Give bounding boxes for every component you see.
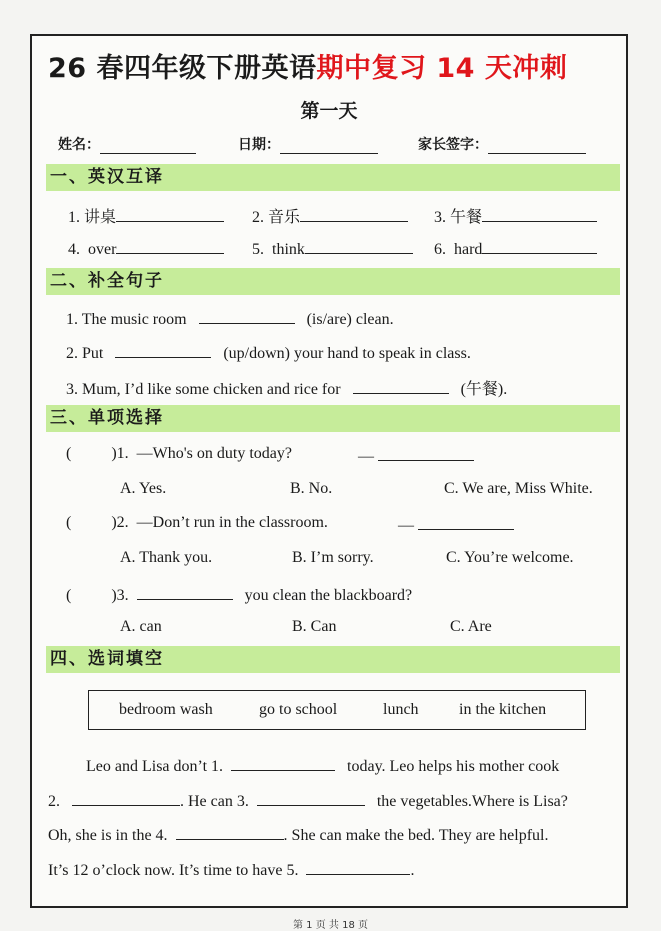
- answer-blank[interactable]: [257, 790, 365, 806]
- word-bank-item: bedroom wash: [119, 701, 213, 718]
- choice-option: A. Thank you.: [120, 549, 213, 566]
- answer-blank[interactable]: [305, 238, 413, 254]
- passage-line: Leo and Lisa don’t 1. today. Leo helps his mother cook: [86, 755, 559, 776]
- choice-option: A. can: [120, 618, 162, 635]
- section-header-word-fill: 四、选词填空: [46, 646, 620, 673]
- passage-line: Oh, she is in the 4. . She can make the bed. They are helpful.: [48, 824, 548, 845]
- word-bank-item: go to school: [259, 701, 338, 718]
- translation-item: 2. 音乐: [252, 204, 408, 227]
- choice-option: C. Are: [450, 618, 492, 635]
- choice-option: C. We are, Miss White.: [444, 480, 593, 497]
- answer-blank[interactable]: [116, 238, 224, 254]
- sentence-item: 3. Mum, I’d like some chicken and rice for (午餐).: [66, 376, 507, 399]
- parent-signature-field: [418, 134, 586, 154]
- choice-question: ( )2. —Don’t run in the classroom.: [66, 514, 328, 531]
- parent-signature-label: 家长签字：: [418, 137, 488, 153]
- name-field: [58, 134, 196, 154]
- choice-option: A. Yes.: [120, 480, 167, 497]
- answer-blank[interactable]: [353, 378, 449, 394]
- answer-blank[interactable]: [378, 445, 474, 461]
- page-title: [48, 46, 618, 85]
- translation-item: 4. over: [68, 238, 224, 259]
- choice-option: C. You’re welcome.: [446, 549, 574, 566]
- answer-blank[interactable]: [137, 584, 233, 600]
- answer-blank[interactable]: [199, 308, 295, 324]
- passage-line: It’s 12 o’clock now. It’s time to have 5. .: [48, 859, 414, 880]
- reply-line: —: [398, 514, 514, 535]
- translation-item: 6. hard: [434, 238, 597, 259]
- translation-item: 1. 讲桌: [68, 204, 224, 227]
- answer-blank[interactable]: [306, 859, 410, 875]
- parent-signature-line[interactable]: [488, 139, 586, 154]
- answer-blank[interactable]: [115, 342, 211, 358]
- section-header-complete-sentences: 二、补全句子: [46, 268, 620, 295]
- choice-question: ( )3. you clean the blackboard?: [66, 584, 412, 605]
- worksheet: [30, 34, 628, 908]
- answer-blank[interactable]: [176, 824, 284, 840]
- section-header-translation: 一、英汉互译: [46, 164, 620, 191]
- title-part-red: 期中复习 14 天冲刺: [316, 53, 568, 84]
- choice-option: B. I’m sorry.: [292, 549, 374, 566]
- translation-item: 3. 午餐: [434, 204, 597, 227]
- title-part-black: 26 春四年级下册英语: [48, 53, 317, 84]
- name-label: 姓名：: [58, 137, 100, 153]
- sentence-item: 1. The music room (is/are) clean.: [66, 308, 394, 329]
- answer-blank[interactable]: [482, 238, 597, 254]
- answer-blank[interactable]: [300, 206, 408, 222]
- sentence-item: 2. Put (up/down) your hand to speak in class.: [66, 342, 471, 363]
- section-header-multiple-choice: 三、单项选择: [46, 405, 620, 432]
- passage-line: 2. . He can 3. the vegetables.Where is Lisa?: [48, 790, 568, 811]
- translation-item: 5. think: [252, 238, 413, 259]
- word-bank: [88, 690, 586, 730]
- answer-blank[interactable]: [72, 790, 180, 806]
- choice-option: B. No.: [290, 480, 333, 497]
- answer-blank[interactable]: [116, 206, 224, 222]
- day-subtitle: 第一天: [300, 100, 358, 122]
- word-bank-item: lunch: [383, 701, 419, 718]
- choice-question: ( )1. —Who's on duty today?: [66, 445, 292, 462]
- answer-blank[interactable]: [231, 755, 335, 771]
- word-bank-item: in the kitchen: [459, 701, 547, 718]
- answer-blank[interactable]: [418, 514, 514, 530]
- page-number: 第 1 页 共 18 页: [293, 920, 368, 931]
- date-field: [238, 134, 378, 154]
- answer-blank[interactable]: [482, 206, 597, 222]
- name-line[interactable]: [100, 139, 196, 154]
- date-label: 日期：: [238, 137, 280, 153]
- reply-line: —: [358, 445, 474, 466]
- choice-option: B. Can: [292, 618, 337, 635]
- date-line[interactable]: [280, 139, 378, 154]
